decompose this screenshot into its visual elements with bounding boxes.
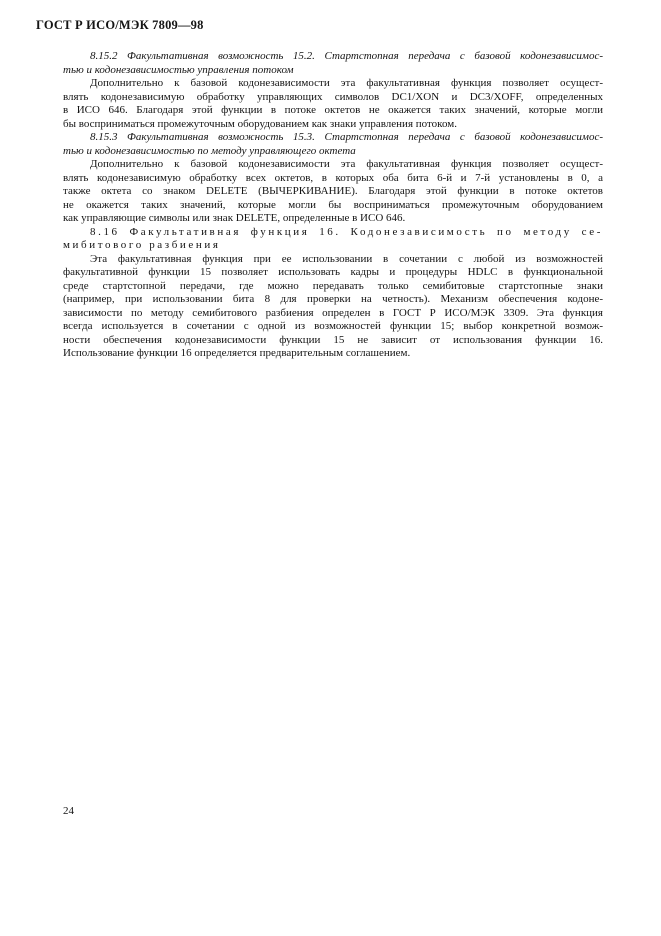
section-8-15-2	[63, 50, 603, 131]
paragraph-line: влять кодонезависимую обработку управляющих символов DC1/XON и DC3/XOFF, определенных	[63, 90, 603, 103]
paragraph-line: Дополнительно к базовой кодонезависимости эта факультативная функция позволяет осущест-	[90, 77, 603, 89]
paragraph-line: как управляющие символы или знак DELETE, определенные в ИСО 646.	[63, 212, 406, 224]
paragraph-line: влять кодонезависимую обработку всех октетов, в которых оба бита 6-й и 7-й установлены в 0, а	[63, 171, 603, 184]
section-heading-line: 8.15.2 Факультативная возможность 15.2. Стартстопная передача с базовой кодонезависимос-	[90, 50, 603, 62]
section-heading-line: 8.15.3 Факультативная возможность 15.3. Стартстопная передача с базовой кодонезависимос-	[90, 131, 603, 143]
paragraph-line: зависимости по методу семибитового разбиения определен в ГОСТ Р ИСО/МЭК 3309. Эта функция	[63, 306, 603, 319]
page-number: 24	[63, 805, 74, 817]
paragraph-line: Эта факультативная функция при ее использовании в сочетании с любой из возможностей	[90, 252, 603, 265]
paragraph-line: бы восприниматься промежуточным оборудованием как знаки управления потоком.	[63, 117, 457, 130]
page-body	[63, 50, 603, 361]
paragraph-line: (например, при использовании бита 8 для проверки на четность). Механизм обеспечения кодоне-	[63, 293, 603, 305]
section-8-16	[63, 226, 603, 361]
section-heading-line: тью и кодонезависимостью управления потоком	[63, 63, 294, 76]
paragraph-line: также октета со знаком DELETE (ВЫЧЕРКИВАНИЕ). Благодаря этой функции в потоке октетов	[63, 185, 603, 197]
paragraph-line: всегда используется в сочетании с одной из возможностей функции 15; выбор конкретной возмож-	[63, 320, 603, 332]
paragraph-line: в ИСО 646. Благодаря этой функции в потоке октетов не окажется таких значений, которые могли	[63, 104, 603, 116]
paragraph-line: Дополнительно к базовой кодонезависимости эта факультативная функция позволяет осущест-	[90, 158, 603, 170]
paragraph-line: Использование функции 16 определяется предварительным соглашением.	[63, 347, 411, 359]
document-header: ГОСТ Р ИСО/МЭК 7809—98	[36, 18, 204, 32]
section-heading-line: тью и кодонезависимостью по методу управляющего октета	[63, 144, 356, 157]
section-heading-line: 8.16 Факультативная функция 16. Кодонезависимость по методу се-	[90, 225, 603, 238]
paragraph-line: ности обеспечения кодонезависимости функции 15 не зависит от использования функции 16.	[63, 333, 603, 346]
section-heading-line: мибитового разбиения	[63, 239, 221, 251]
paragraph-line: среде стартстопной передачи, где можно передавать только семибитовые стартстопные знаки	[63, 279, 603, 292]
section-8-15-3	[63, 131, 603, 226]
paragraph-line: факультативной функции 15 позволяет использовать кадры и процедуры HDLC в функциональной	[63, 266, 603, 278]
paragraph-line: не окажется таких значений, которые могли бы восприниматься промежуточным оборудованием	[63, 198, 603, 211]
